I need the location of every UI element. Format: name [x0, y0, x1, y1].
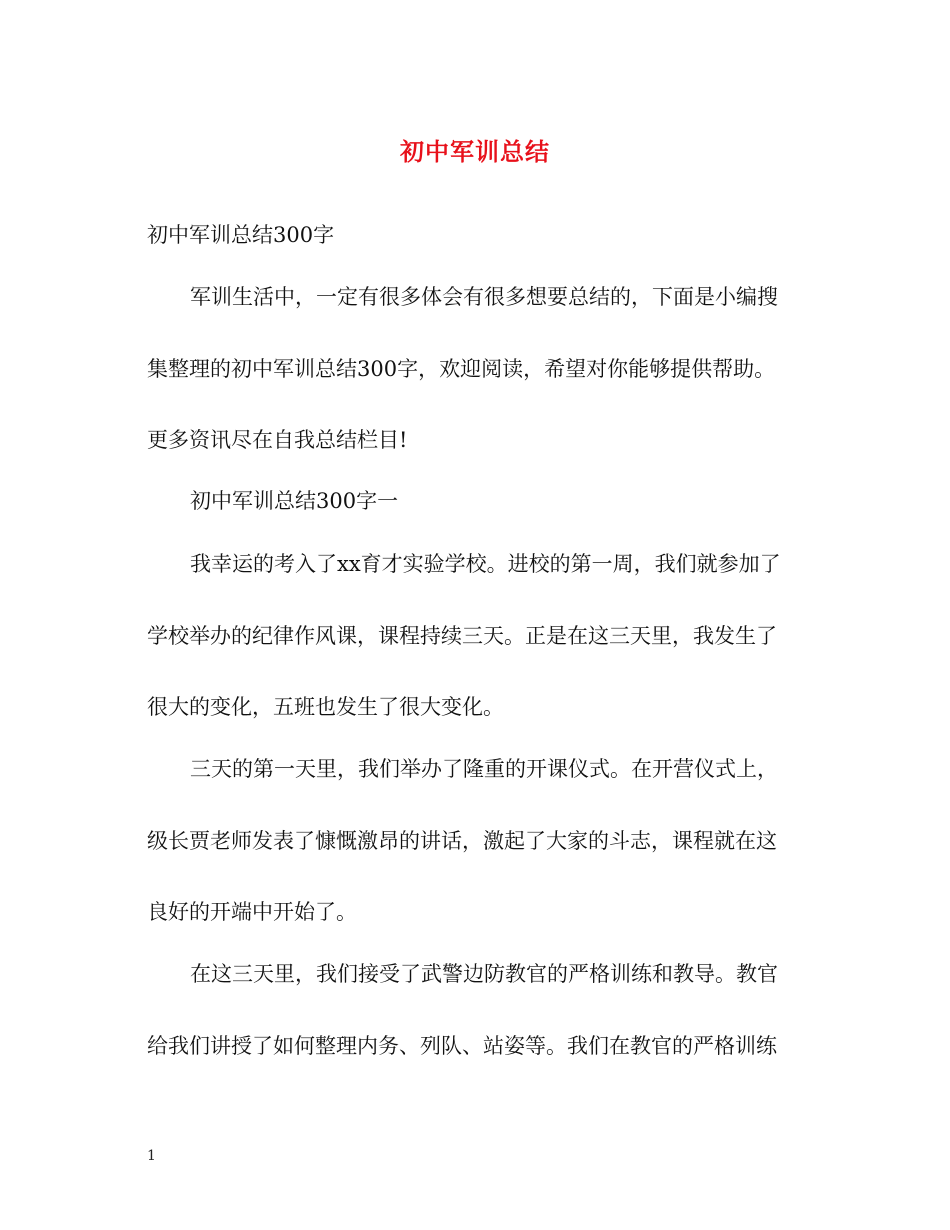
paragraph-line: 更多资讯尽在自我总结栏目! — [147, 428, 408, 452]
paragraph-line: 很大的变化，五班也发生了很大变化。 — [147, 695, 504, 719]
document-title: 初中军训总结 — [400, 137, 550, 166]
paragraph-line: 三天的第一天里，我们举办了隆重的开课仪式。在开营仪式上， — [190, 757, 778, 781]
paragraph-line: 军训生活中，一定有很多体会有很多想要总结的，下面是小编搜 — [190, 285, 778, 309]
paragraph-line: 给我们讲授了如何整理内务、列队、站姿等。我们在教官的严格训练 — [147, 1034, 777, 1058]
document-subtitle: 初中军训总结300字 — [147, 223, 335, 247]
section-heading: 初中军训总结300字一 — [190, 489, 399, 513]
paragraph-line: 在这三天里，我们接受了武警边防教官的严格训练和教导。教官 — [190, 962, 778, 986]
paragraph-line: 级长贾老师发表了慷慨激昂的讲话，激起了大家的斗志，课程就在这 — [147, 829, 777, 853]
paragraph-line: 集整理的初中军训总结300字，欢迎阅读，希望对你能够提供帮助。 — [147, 357, 776, 381]
paragraph-line: 学校举办的纪律作风课，课程持续三天。正是在这三天里，我发生了 — [147, 624, 777, 648]
paragraph-line: 良好的开端中开始了。 — [147, 900, 357, 924]
paragraph-line: 我幸运的考入了xx育才实验学校。进校的第一周，我们就参加了 — [190, 552, 781, 576]
page-number: 1 — [147, 1148, 156, 1164]
